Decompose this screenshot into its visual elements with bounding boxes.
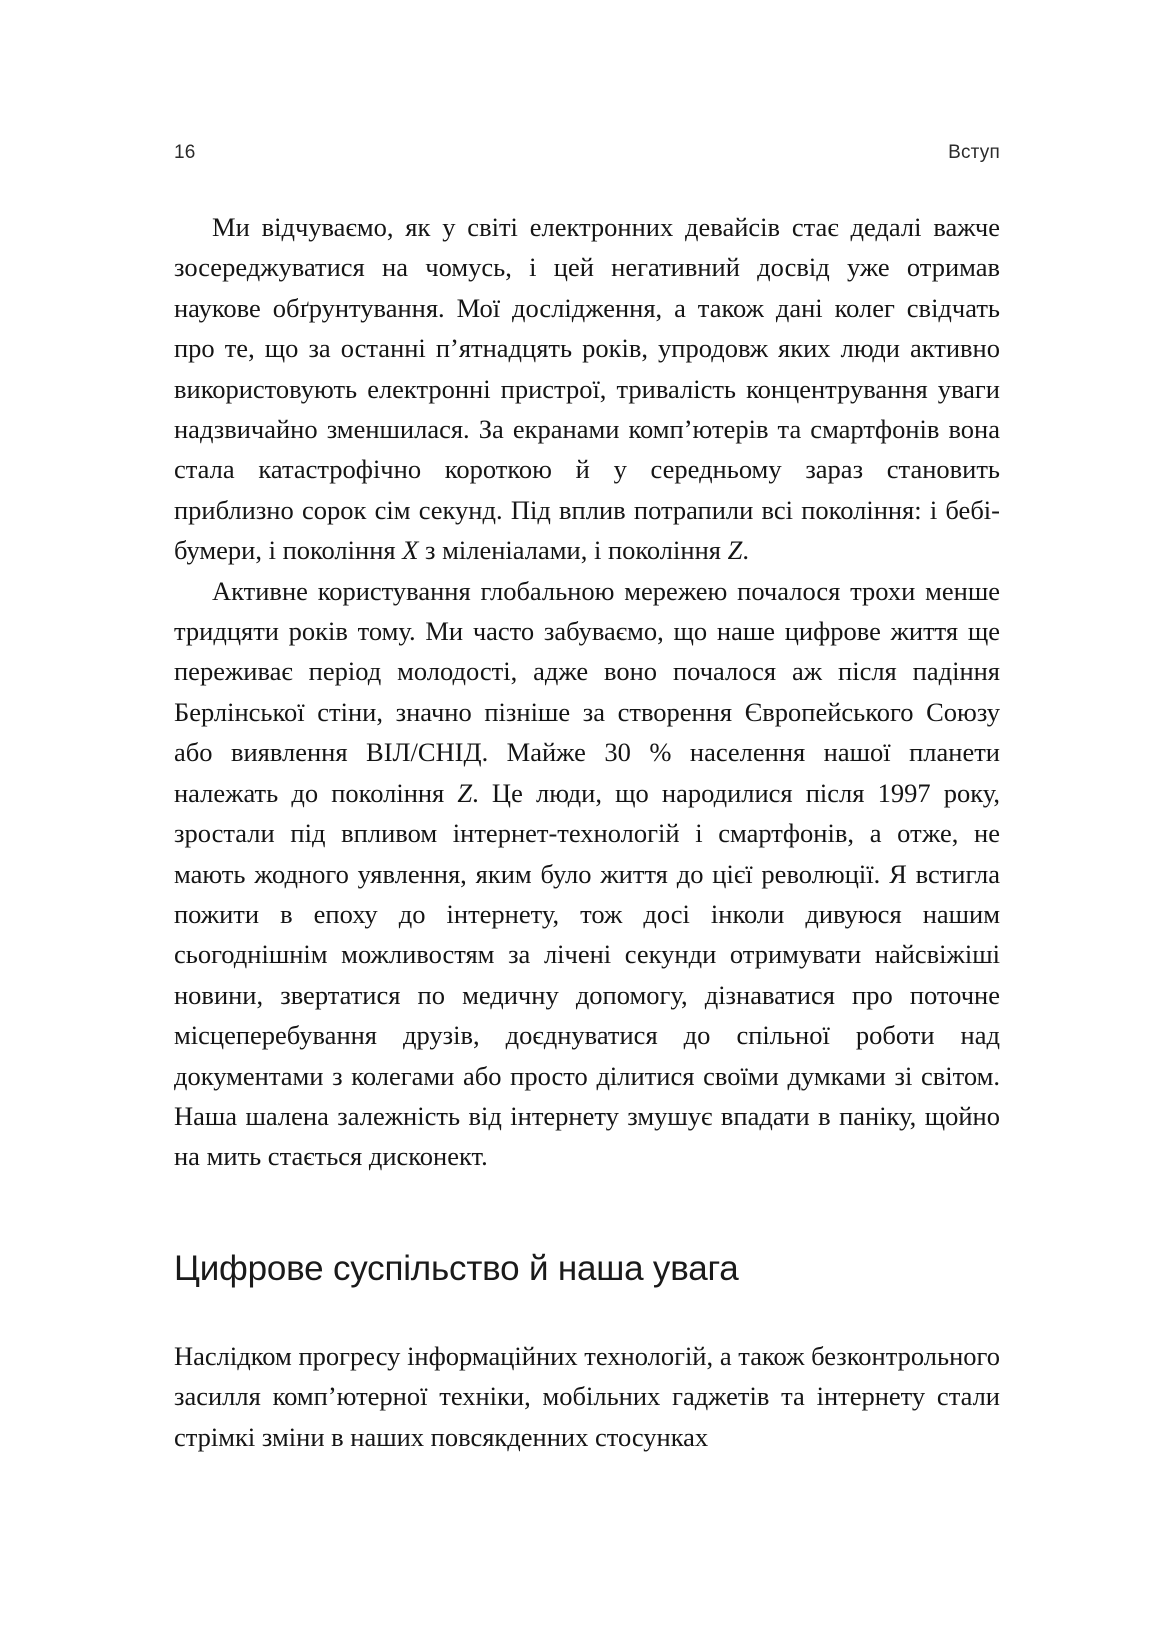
paragraph-first bbox=[174, 207, 1000, 571]
paragraph-first-text-b: з міленіалами, і покоління bbox=[418, 535, 728, 566]
body-text-block bbox=[174, 207, 1000, 1177]
paragraph-first-text-c: . bbox=[742, 535, 749, 566]
generation-z-marker-second: Z bbox=[457, 777, 473, 808]
section-heading: Цифрове суспільство й наша увага bbox=[174, 1249, 739, 1288]
running-head bbox=[174, 142, 1000, 164]
paragraph-first-text-a: Ми відчуваємо, як у світі електронних девайсів стає дедалі важче зосереджуватися на чомусь, і цей негативний досвід уже отримав наукове обґрунтування. Мої дослідження, а також дані колег свідчать про те, що за останні п’ятнадцять років, упродовж яких люди активно використовують електронні пристрої, тривалість концентрування уваги надзвичайно зменшилася. За екранами комп’ютерів та смартфонів вона стала катастрофічно короткою й у середньому зараз становить приблизно сорок сім секунд. Під вплив потрапили всі покоління: і бебі-бумери, і покоління bbox=[174, 212, 1000, 566]
paragraph-third: Наслідком прогресу інформаційних технологій, а також безконтрольного засилля комп’ютерної техніки, мобільних гаджетів та інтернету стали стрімкі зміни в наших повсякденних стосунках bbox=[174, 1341, 1000, 1452]
generation-x-marker: X bbox=[402, 535, 419, 566]
paragraph-second-text-a: Активне користування глобальною мережею почалося трохи менше тридцяти років тому. Ми часто забуваємо, що наше цифрове життя ще переживає період молодості, адже воно почалося аж після падіння Берлінської стіни, значно пізніше за створення Європейського Союзу або виявлення ВІЛ/СНІД. Майже 30 % населення нашої планети належать до покоління bbox=[174, 575, 1000, 808]
paragraph-second bbox=[174, 571, 1000, 1177]
page-number: 16 bbox=[174, 142, 196, 163]
paragraph-second-text-b: . Це люди, що народилися після 1997 року, зростали під впливом інтернет-технологій і смартфонів, а отже, не мають жодного уявлення, яким було життя до цієї революції. Я встигла пожити в епоху до інтернету, тож досі інколи дивуюся нашим сьогоднішнім можливостям за лічені секунди отримувати найсвіжіші новини, звертатися по медичну допомогу, дізнаватися про поточне місцеперебування друзів, доєднуватися до спільної роботи над документами з колегами або просто ділитися своїми думками зі світом. Наша шалена залежність від інтернету змушує впадати в паніку, щойно на мить стається дисконект. bbox=[174, 777, 1000, 1172]
section-heading-wrap bbox=[174, 1247, 1000, 1291]
running-head-section-title: Вступ bbox=[948, 142, 1000, 163]
generation-z-marker-first: Z bbox=[727, 535, 743, 566]
closing-paragraph-wrap bbox=[174, 1336, 1000, 1457]
